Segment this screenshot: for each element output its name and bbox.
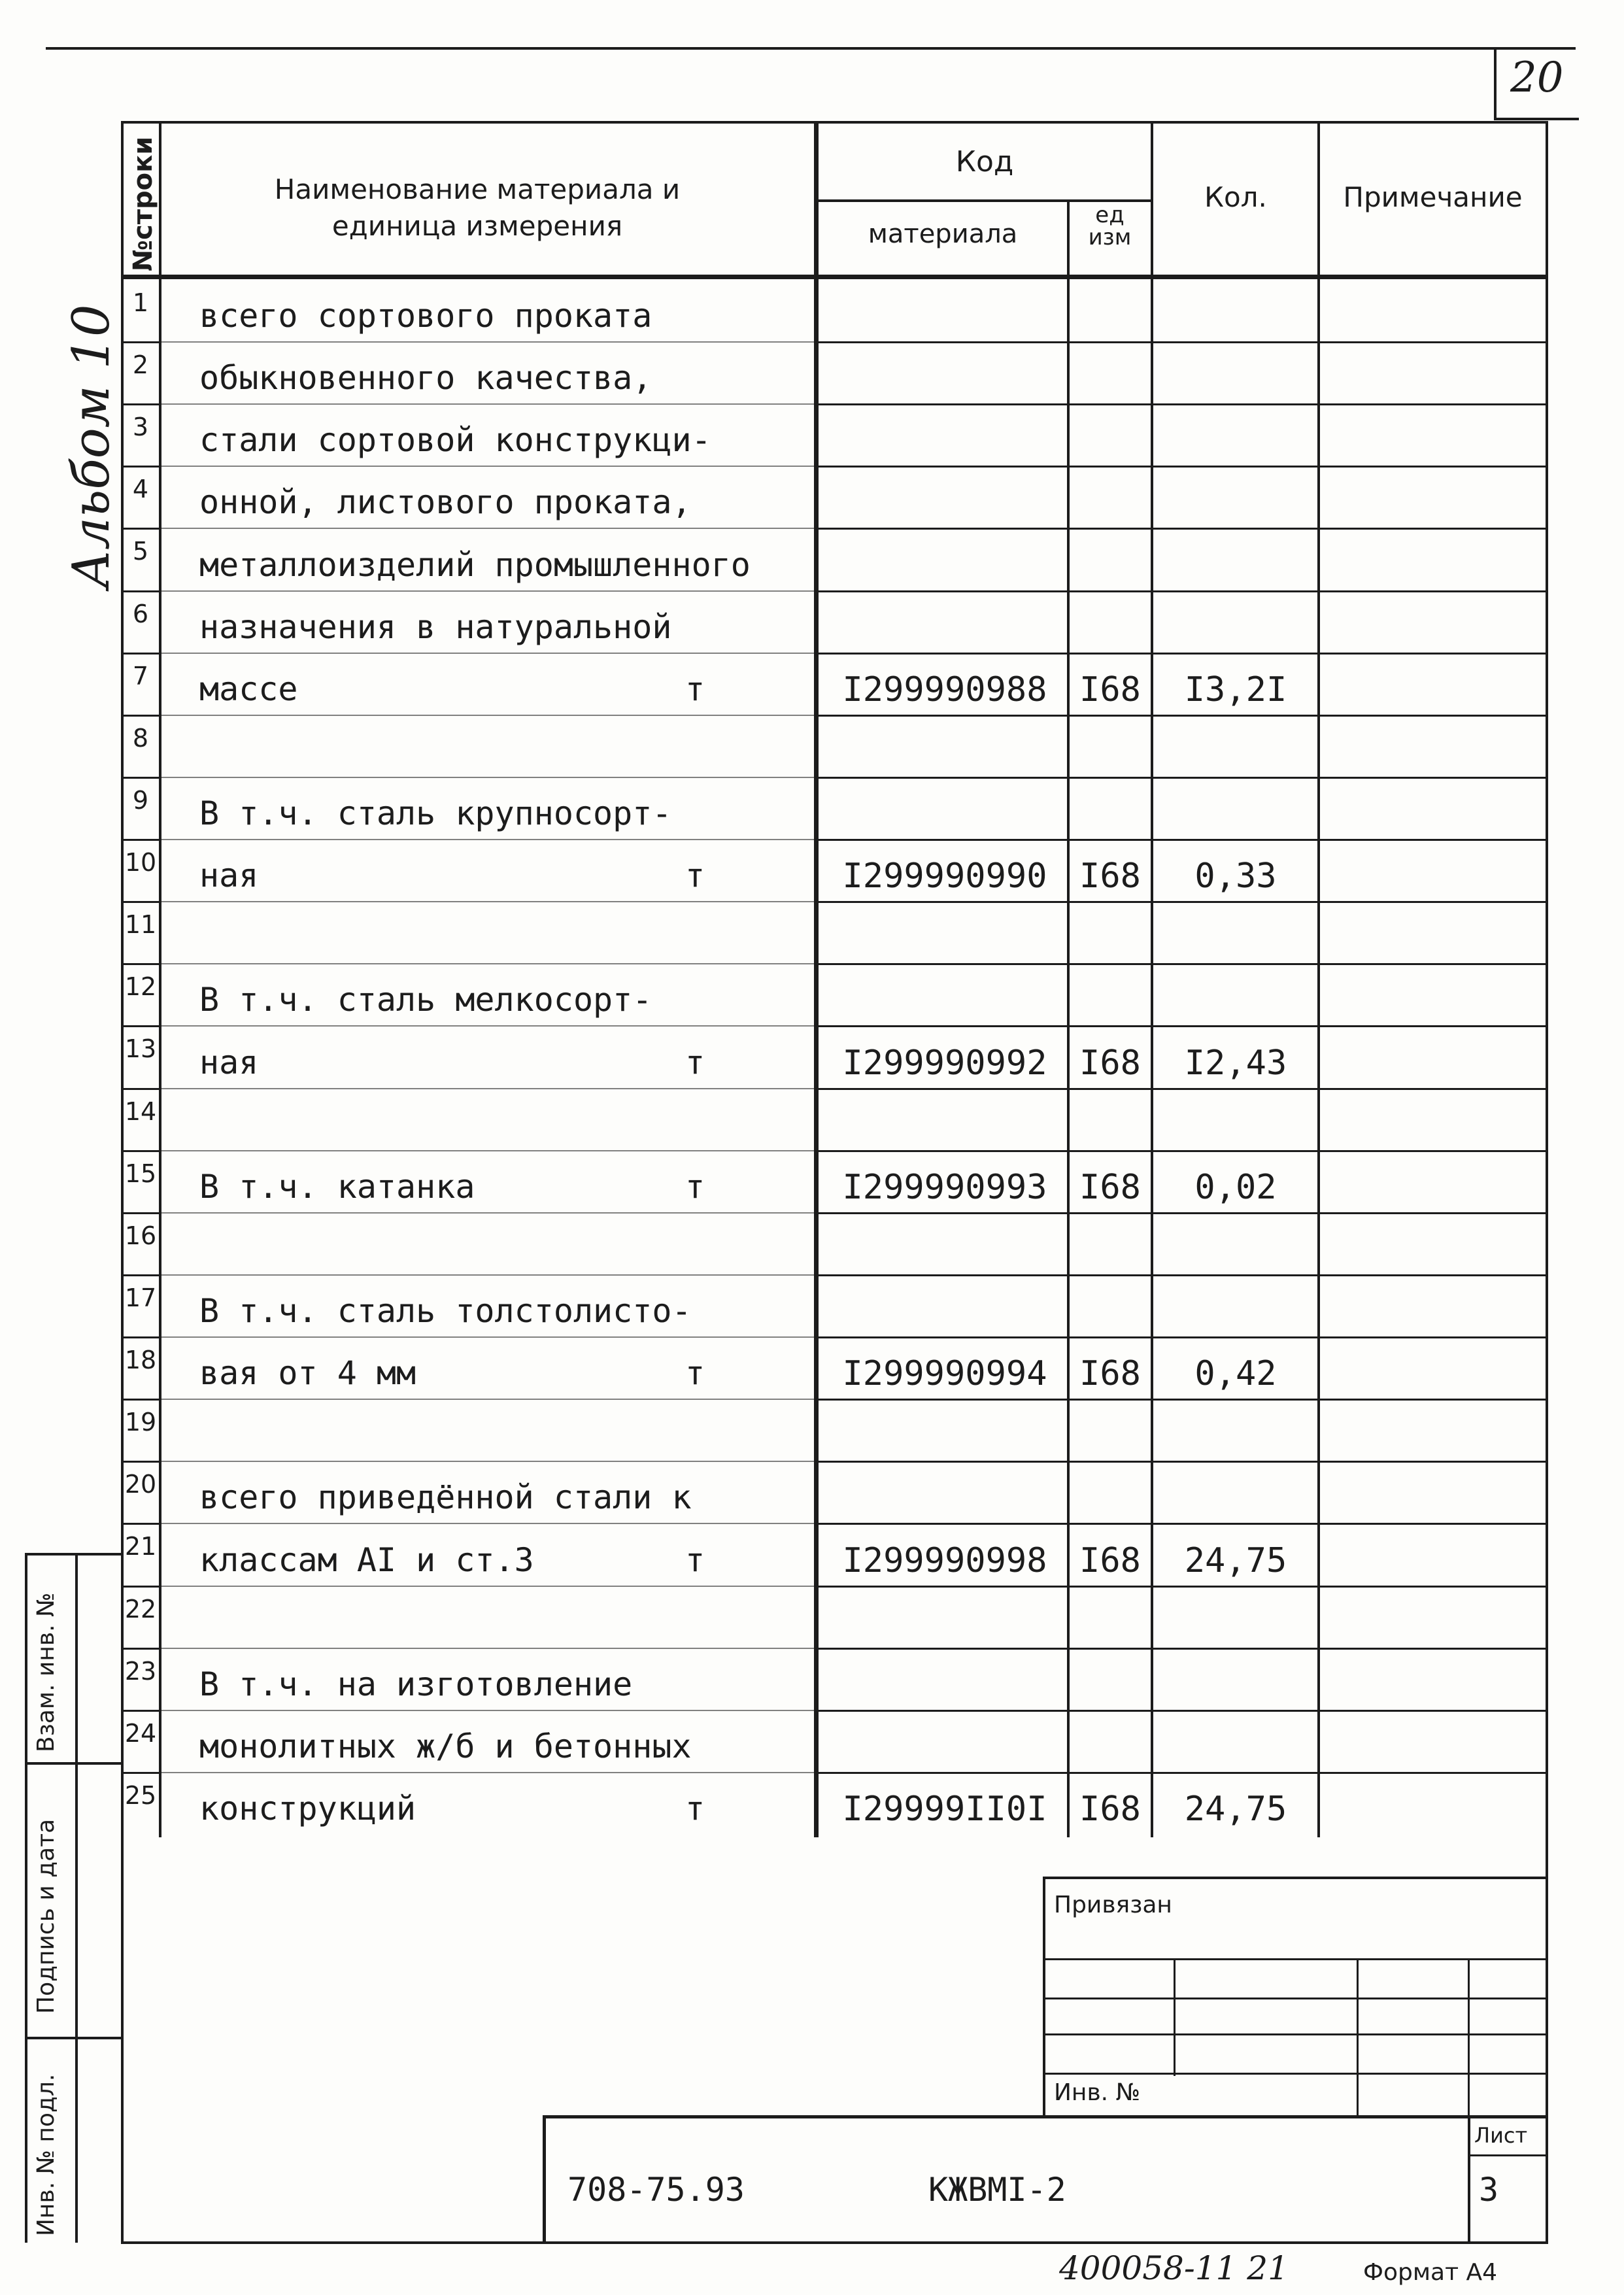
row-number: 22 — [124, 1595, 157, 1624]
header-note: Примечание — [1343, 181, 1523, 213]
footer-handwritten: 400058-11 21 — [1059, 2249, 1289, 2287]
page-number: 20 — [1510, 54, 1564, 102]
row-rule — [161, 590, 815, 592]
row-code: I299990988 — [842, 670, 1047, 709]
row-rule — [814, 1025, 1546, 1027]
stamp-main-left — [543, 2115, 546, 2243]
header-bottom-rule — [121, 275, 1548, 279]
row-rule — [121, 839, 161, 841]
row-rule — [814, 715, 1546, 717]
stamp-sheet-sep — [1468, 2154, 1546, 2156]
row-eu: I68 — [1079, 670, 1141, 709]
side-box-top — [25, 1553, 123, 1556]
frame-bottom — [121, 2241, 1548, 2244]
row-rule — [121, 1274, 161, 1276]
row-number: 5 — [132, 537, 149, 566]
row-number: 16 — [124, 1221, 157, 1250]
row-rule — [161, 839, 815, 840]
header-row-number: №строки — [128, 136, 158, 271]
row-rule — [814, 341, 1546, 343]
row-name: обыкновенного качества, — [199, 359, 652, 397]
row-rule — [161, 1399, 815, 1400]
row-qty: 24,75 — [1184, 1541, 1287, 1580]
row-rule — [814, 1586, 1546, 1588]
row-name: металлоизделий промышленного — [199, 546, 751, 584]
row-rule — [161, 1461, 815, 1462]
row-rule — [161, 1274, 815, 1276]
row-number: 23 — [124, 1657, 157, 1686]
row-rule — [161, 1710, 815, 1711]
row-qty: 0,02 — [1194, 1168, 1277, 1207]
row-rule — [161, 653, 815, 654]
row-rule — [121, 963, 161, 965]
row-number: 10 — [124, 848, 157, 877]
row-rule — [161, 528, 815, 529]
row-rule — [121, 466, 161, 468]
row-name: В т.ч. на изготовление — [199, 1665, 633, 1703]
row-rule — [161, 777, 815, 778]
row-eu: I68 — [1079, 1790, 1141, 1829]
row-qty: I3,2I — [1184, 670, 1287, 709]
side-label-inv-podl: Инв. № подл. — [33, 2073, 59, 2236]
row-number: 24 — [124, 1719, 157, 1748]
row-name: всего приведённой стали к — [199, 1478, 692, 1516]
footer-format: Формат А4 — [1363, 2259, 1498, 2286]
row-rule — [121, 715, 161, 717]
row-number: 7 — [132, 662, 149, 690]
stamp-doc-code: 708-75.93 — [567, 2171, 745, 2209]
row-name: В т.ч. сталь толстолисто- — [199, 1292, 692, 1330]
row-number: 21 — [124, 1532, 157, 1561]
stamp-sheet-value: 3 — [1479, 2171, 1499, 2209]
row-name: массе — [199, 670, 298, 708]
row-rule — [161, 1088, 815, 1089]
row-rule — [121, 1150, 161, 1152]
row-rule — [161, 901, 815, 902]
stamp-sheet-left — [1468, 2115, 1470, 2243]
row-rule — [814, 1399, 1546, 1401]
row-rule — [121, 1336, 161, 1338]
row-unit: т — [685, 857, 705, 894]
row-rule — [161, 1648, 815, 1649]
row-rule — [121, 1648, 161, 1650]
row-rule — [121, 590, 161, 592]
row-name: ная — [199, 1044, 259, 1081]
side-box-sep1 — [25, 1762, 123, 1765]
stamp-grid-v1 — [1174, 1958, 1176, 2076]
header-quantity: Кол. — [1204, 181, 1267, 213]
row-name: вая от 4 мм — [199, 1354, 416, 1392]
row-number: 6 — [132, 600, 149, 628]
row-rule — [121, 528, 161, 530]
stamp-grid-h2 — [1043, 1998, 1546, 1999]
row-rule — [161, 466, 815, 467]
row-eu: I68 — [1079, 1168, 1141, 1207]
row-code: I29999II0I — [842, 1790, 1047, 1829]
row-qty: 0,42 — [1194, 1354, 1277, 1393]
row-rule — [814, 528, 1546, 530]
row-name: всего сортового проката — [199, 297, 652, 335]
album-label: Альбом 10 — [62, 304, 121, 588]
header-name: Наименование материала и единица измерения — [274, 173, 681, 242]
row-rule — [814, 1274, 1546, 1276]
row-rule — [814, 963, 1546, 965]
row-rule — [161, 1025, 815, 1027]
row-rule — [814, 1150, 1546, 1152]
row-number: 13 — [124, 1034, 157, 1063]
row-number: 18 — [124, 1346, 157, 1374]
row-rule — [161, 715, 815, 716]
row-rule — [121, 403, 161, 405]
row-name: классам AI и ст.3 — [199, 1541, 534, 1579]
row-rule — [121, 1586, 161, 1588]
row-number: 14 — [124, 1097, 157, 1126]
row-rule — [814, 1710, 1546, 1712]
row-code: I299990990 — [842, 857, 1047, 896]
stamp-grid-v2 — [1357, 1958, 1359, 2115]
side-box-mid — [75, 1553, 78, 2243]
row-rule — [814, 1523, 1546, 1525]
header-code-group: Код — [955, 145, 1014, 178]
row-unit: т — [685, 1790, 705, 1828]
row-rule — [814, 1772, 1546, 1774]
row-rule — [161, 341, 815, 343]
frame-top — [121, 121, 1548, 124]
row-name: В т.ч. катанка — [199, 1168, 475, 1206]
row-number: 12 — [124, 972, 157, 1001]
row-number: 3 — [132, 413, 149, 441]
side-box-sep2 — [25, 2037, 123, 2039]
top-border — [46, 47, 1576, 50]
row-rule — [161, 1212, 815, 1214]
col-eu-divider — [1067, 199, 1070, 1837]
side-label-podpis: Подпись и дата — [33, 1818, 59, 2014]
row-rule — [161, 1586, 815, 1587]
row-number: 15 — [124, 1159, 157, 1188]
row-eu: I68 — [1079, 1354, 1141, 1393]
row-rule — [161, 1150, 815, 1151]
frame-right — [1546, 121, 1548, 2243]
row-code: I299990992 — [842, 1044, 1047, 1083]
stamp-grid-h4 — [1043, 2073, 1546, 2075]
row-qty: 0,33 — [1194, 857, 1277, 896]
row-number: 8 — [132, 724, 149, 753]
row-rule — [121, 653, 161, 654]
row-rule — [161, 403, 815, 405]
row-rule — [814, 590, 1546, 592]
row-rule — [121, 1523, 161, 1525]
row-eu: I68 — [1079, 1541, 1141, 1580]
row-rule — [814, 466, 1546, 468]
row-number: 11 — [124, 910, 157, 939]
row-rule — [121, 1399, 161, 1401]
stamp-upper-left — [1043, 1877, 1045, 2115]
row-code: I299990998 — [842, 1541, 1047, 1580]
row-rule — [814, 901, 1546, 903]
row-number: 19 — [124, 1408, 157, 1436]
row-rule — [814, 403, 1546, 405]
row-rule — [121, 901, 161, 903]
row-name: монолитных ж/б и бетонных — [199, 1727, 692, 1765]
stamp-upper-top — [1043, 1877, 1546, 1879]
row-number: 2 — [132, 350, 149, 379]
stamp-sheet-label: Лист — [1474, 2123, 1528, 2148]
stamp-main-top — [543, 2115, 1546, 2118]
header-code-material: материала — [868, 219, 1018, 249]
row-qty: 24,75 — [1184, 1790, 1287, 1829]
row-rule — [814, 1461, 1546, 1463]
row-name: стали сортовой конструкци- — [199, 421, 711, 459]
row-rule — [161, 1523, 815, 1524]
row-rule — [814, 1212, 1546, 1214]
row-rule — [161, 1772, 815, 1773]
row-eu: I68 — [1079, 857, 1141, 896]
row-qty: I2,43 — [1184, 1044, 1287, 1083]
row-name: В т.ч. сталь крупносорт- — [199, 794, 672, 832]
row-eu: I68 — [1079, 1044, 1141, 1083]
page-number-box-bottom — [1494, 118, 1579, 120]
row-rule — [814, 653, 1546, 654]
row-name: конструкций — [199, 1790, 416, 1828]
stamp-grid-v3 — [1468, 1958, 1470, 2115]
row-number: 25 — [124, 1781, 157, 1810]
row-code: I299990994 — [842, 1354, 1047, 1393]
stamp-grid-h1 — [1043, 1958, 1546, 1960]
stamp-inv-no: Инв. № — [1054, 2079, 1141, 2106]
row-rule — [814, 1648, 1546, 1650]
row-number: 9 — [132, 786, 149, 815]
row-unit: т — [685, 1354, 705, 1392]
row-rule — [814, 839, 1546, 841]
row-rule — [121, 1461, 161, 1463]
row-rule — [161, 963, 815, 964]
header-code-unit: ед изм — [1088, 202, 1132, 250]
page-number-box-left — [1494, 47, 1497, 119]
side-label-vzam: Взам. инв. № — [33, 1592, 59, 1752]
side-box-left — [25, 1553, 27, 2243]
stamp-mark: КЖВМI-2 — [928, 2171, 1066, 2209]
stamp-privyazan: Привязан — [1054, 1892, 1172, 1918]
row-rule — [814, 777, 1546, 779]
stamp-grid-h3 — [1043, 2033, 1546, 2035]
row-code: I299990993 — [842, 1168, 1047, 1207]
col-name-divider — [814, 121, 819, 1837]
row-number: 17 — [124, 1284, 157, 1312]
row-unit: т — [685, 670, 705, 708]
row-rule — [814, 1088, 1546, 1090]
row-rule — [121, 1088, 161, 1090]
row-rule — [121, 1710, 161, 1712]
row-unit: т — [685, 1044, 705, 1081]
row-number: 4 — [132, 475, 149, 503]
row-name: назначения в натуральной — [199, 608, 672, 646]
row-name: ная — [199, 857, 259, 894]
row-rule — [121, 1772, 161, 1774]
row-name: В т.ч. сталь мелкосорт- — [199, 981, 652, 1019]
row-number: 1 — [132, 288, 149, 317]
row-rule — [121, 1025, 161, 1027]
row-rule — [814, 1336, 1546, 1338]
row-unit: т — [685, 1541, 705, 1579]
row-rule — [121, 1212, 161, 1214]
row-unit: т — [685, 1168, 705, 1206]
row-rule — [121, 777, 161, 779]
row-rule — [121, 341, 161, 343]
row-name: онной, листового проката, — [199, 483, 692, 521]
row-number: 20 — [124, 1470, 157, 1499]
row-rule — [161, 1336, 815, 1338]
